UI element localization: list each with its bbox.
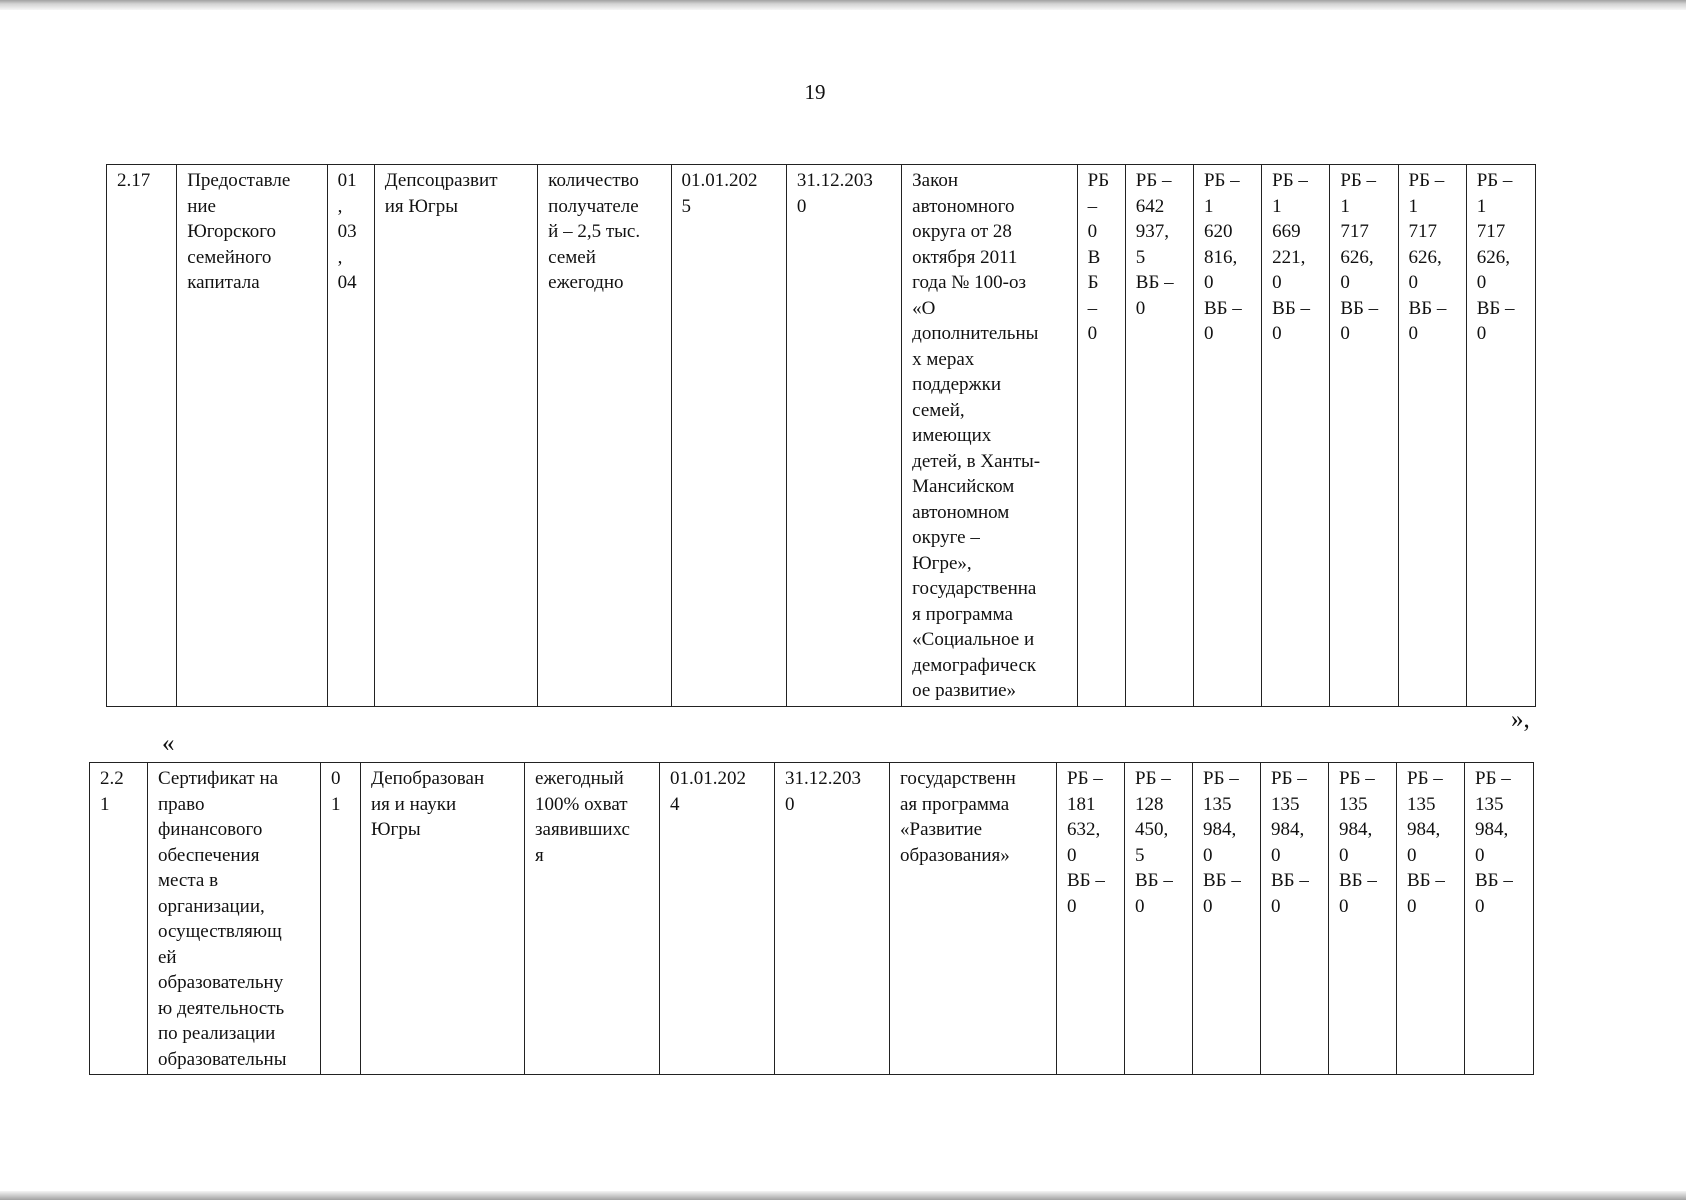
funding-cell: РБ – 135 984, 0 ВБ – 0 — [1329, 763, 1397, 1075]
code-cell: 0 1 — [321, 763, 361, 1075]
table-row-2-21 — [89, 762, 1534, 1075]
measure-name-cell: Предоставле ние Югорского семейного капитала — [177, 165, 327, 707]
funding-cell: РБ – 1 717 626, 0 ВБ – 0 — [1466, 165, 1535, 707]
start-date-cell: 01.01.202 5 — [671, 165, 786, 707]
row-number-cell: 2.17 — [107, 165, 177, 707]
funding-cell: РБ – 181 632, 0 ВБ – 0 — [1057, 763, 1125, 1075]
opening-quote: « — [162, 730, 175, 757]
executor-cell: Депсоцразвит ия Югры — [374, 165, 537, 707]
scan-edge-top — [0, 0, 1686, 10]
code-cell: 01 , 03 , 04 — [327, 165, 374, 707]
table-row-2-17 — [106, 164, 1536, 707]
funding-cell: РБ – 1 717 626, 0 ВБ – 0 — [1330, 165, 1398, 707]
row-number-cell: 2.2 1 — [90, 763, 148, 1075]
legal-basis-cell: Закон автономного округа от 28 октября 2011 года № 100-оз «О дополнительны х мерах поддержки семей, имеющих детей, в Ханты- Мансийском автономном округе – Югре», государственна я программа «Социальное и демографическ ое развитие» — [902, 165, 1077, 707]
funding-cell: РБ – 1 669 221, 0 ВБ – 0 — [1262, 165, 1330, 707]
end-date-cell: 31.12.203 0 — [786, 165, 901, 707]
start-date-cell: 01.01.202 4 — [660, 763, 775, 1075]
funding-cell: РБ – 0 В Б – 0 — [1077, 165, 1125, 707]
funding-cell: РБ – 135 984, 0 ВБ – 0 — [1397, 763, 1465, 1075]
funding-cell: РБ – 128 450, 5 ВБ – 0 — [1125, 763, 1193, 1075]
funding-cell: РБ – 135 984, 0 ВБ – 0 — [1193, 763, 1261, 1075]
scan-edge-bottom — [0, 1191, 1686, 1200]
funding-cell: РБ – 1 717 626, 0 ВБ – 0 — [1398, 165, 1466, 707]
legal-basis-cell: государственн ая программа «Развитие образования» — [890, 763, 1057, 1075]
funding-cell: РБ – 642 937, 5 ВБ – 0 — [1125, 165, 1193, 707]
funding-cell: РБ – 135 984, 0 ВБ – 0 — [1261, 763, 1329, 1075]
end-date-cell: 31.12.203 0 — [775, 763, 890, 1075]
measure-name-cell: Сертификат на право финансового обеспечения места в организации, осуществляющ ей образовательну ю деятельность по реализации образовательны — [148, 763, 321, 1075]
page-number: 19 — [804, 80, 826, 104]
executor-cell: Депобразован ия и науки Югры — [361, 763, 525, 1075]
indicator-cell: количество получателе й – 2,5 тыс. семей ежегодно — [538, 165, 671, 707]
indicator-cell: ежегодный 100% охват заявившихс я — [525, 763, 660, 1075]
closing-quote: », — [1511, 706, 1530, 733]
funding-cell: РБ – 1 620 816, 0 ВБ – 0 — [1193, 165, 1261, 707]
funding-cell: РБ – 135 984, 0 ВБ – 0 — [1465, 763, 1534, 1075]
